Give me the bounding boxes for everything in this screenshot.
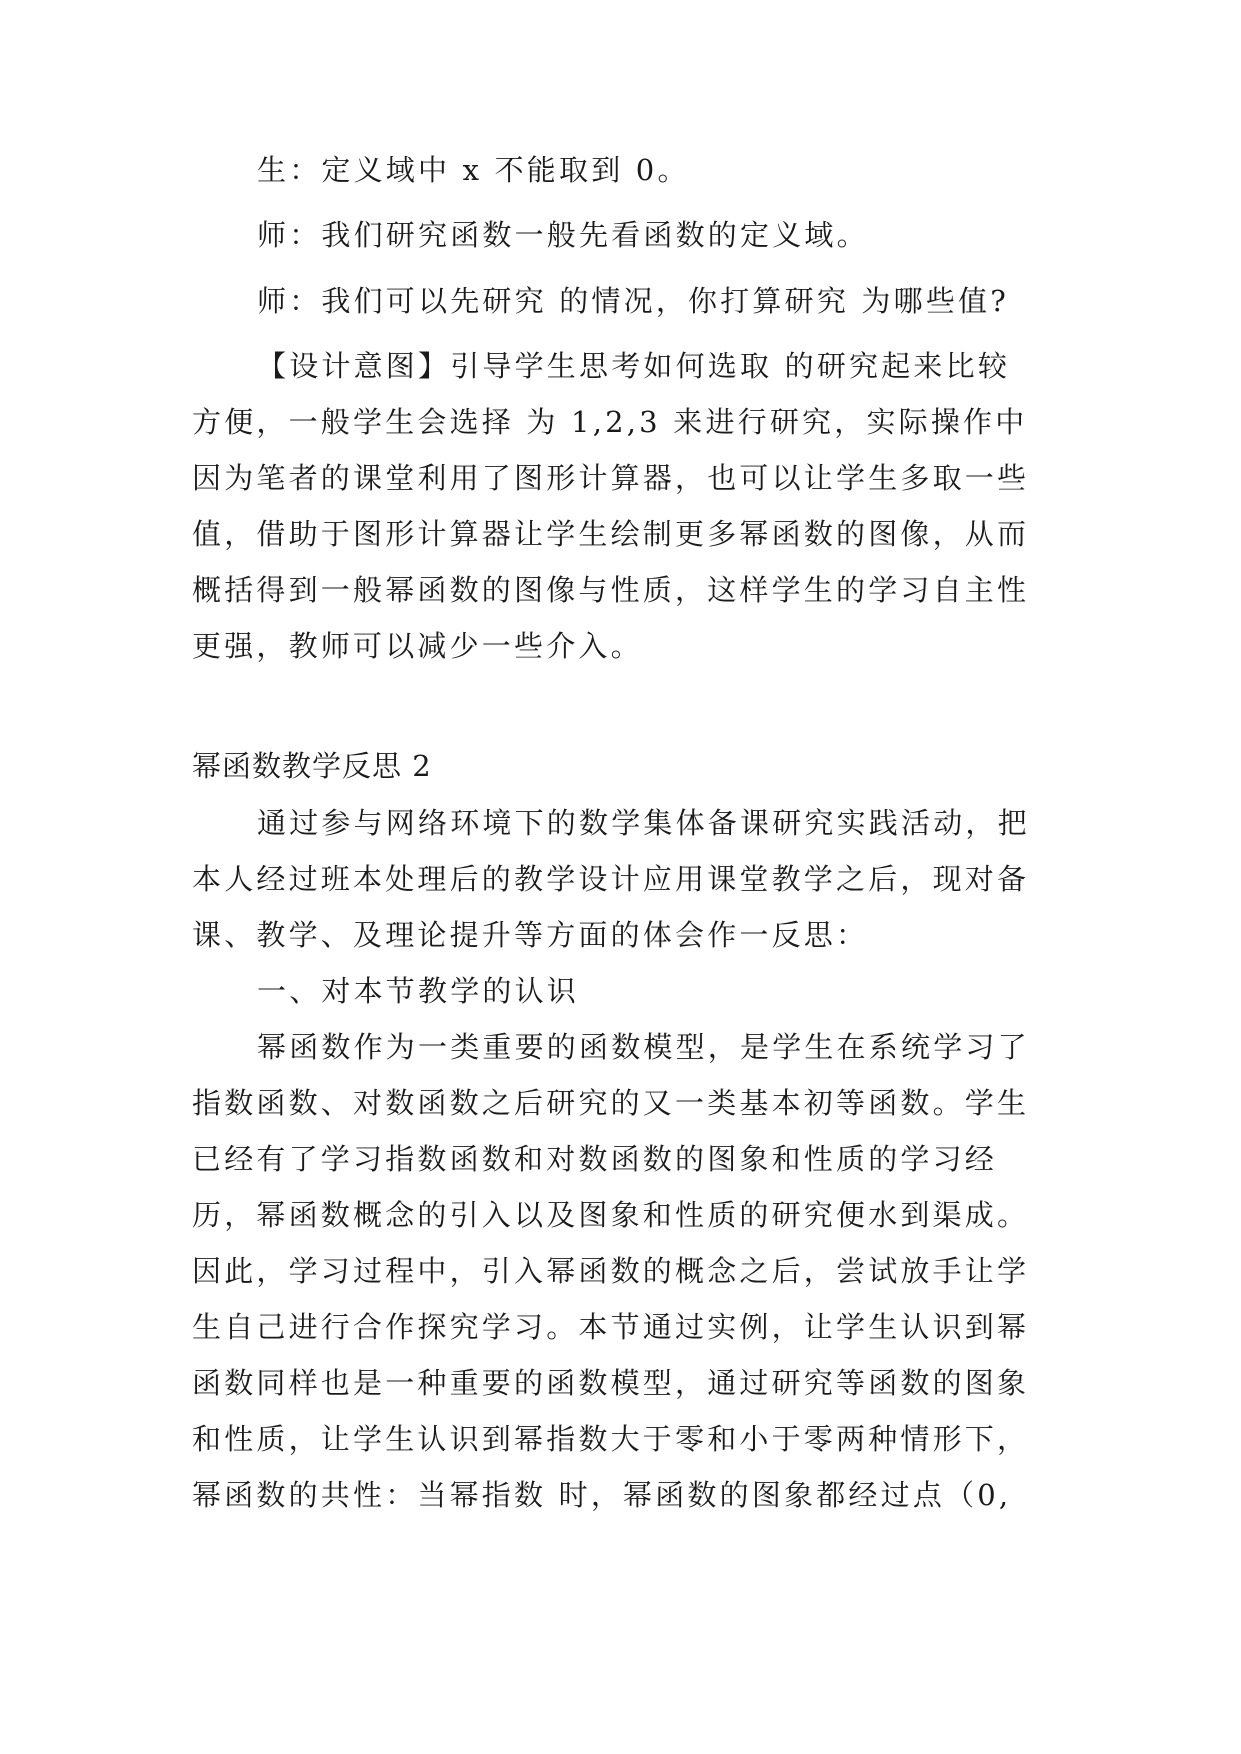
paragraph-line: 历，幂函数概念的引入以及图象和性质的研究便水到渠成。	[192, 1198, 1030, 1232]
paragraph-line: 因此，学习过程中，引入幂函数的概念之后，尝试放手让学	[192, 1254, 1030, 1288]
paragraph-line: 幂函数的共性：当幂指数 时，幂函数的图象都经过点（0,	[192, 1478, 1012, 1512]
paragraph-line: 师：我们研究函数一般先看函数的定义域。	[257, 218, 869, 252]
paragraph-line: 函数同样也是一种重要的函数模型，通过研究等函数的图象	[192, 1366, 1030, 1400]
paragraph-line: 课、教学、及理论提升等方面的体会作一反思：	[192, 918, 869, 952]
paragraph-line: 一、对本节教学的认识	[257, 974, 580, 1008]
section-title: 幂函数教学反思 2	[192, 749, 432, 783]
paragraph-line: 生自己进行合作探究学习。本节通过实例，让学生认识到幂	[192, 1310, 1030, 1344]
paragraph-line: 指数函数、对数函数之后研究的又一类基本初等函数。学生	[192, 1086, 1030, 1120]
paragraph-line: 生：定义域中 x 不能取到 0。	[257, 153, 690, 187]
paragraph-line: 方便，一般学生会选择 为 1,2,3 来进行研究，实际操作中	[192, 405, 1028, 439]
paragraph-line: 本人经过班本处理后的教学设计应用课堂教学之后，现对备	[192, 862, 1030, 896]
paragraph-line: 师：我们可以先研究 的情况，你打算研究 为哪些值?	[257, 284, 1009, 318]
paragraph-line: 更强，教师可以减少一些介入。	[192, 629, 643, 663]
paragraph-line: 概括得到一般幂函数的图像与性质，这样学生的学习自主性	[192, 573, 1030, 607]
paragraph-line: 已经有了学习指数函数和对数函数的图象和性质的学习经	[192, 1142, 998, 1176]
paragraph-line: 因为笔者的课堂利用了图形计算器，也可以让学生多取一些	[192, 461, 1030, 495]
paragraph-line: 通过参与网络环境下的数学集体备课研究实践活动，把	[257, 806, 1030, 840]
paragraph-line: 【设计意图】引导学生思考如何选取 的研究起来比较	[257, 349, 1011, 383]
paragraph-line: 和性质，让学生认识到幂指数大于零和小于零两种情形下，	[192, 1422, 1030, 1456]
paragraph-line: 值，借助于图形计算器让学生绘制更多幂函数的图像，从而	[192, 517, 1030, 551]
paragraph-line: 幂函数作为一类重要的函数模型，是学生在系统学习了	[257, 1030, 1030, 1064]
